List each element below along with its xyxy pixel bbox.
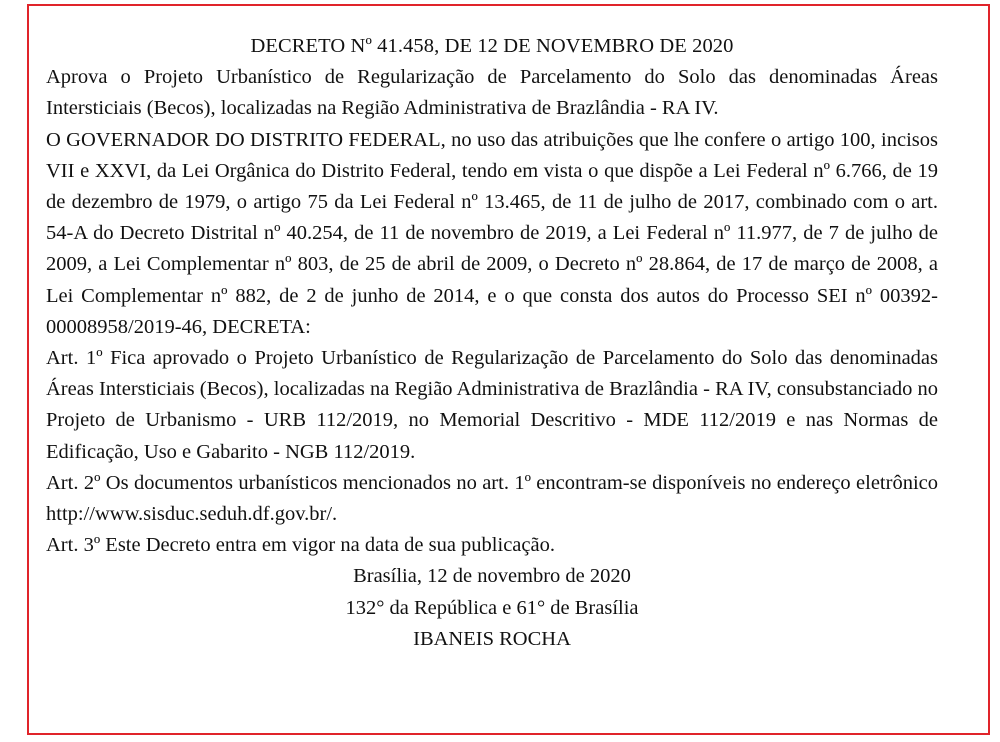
era-line: 132° da República e 61° de Brasília <box>345 596 639 619</box>
decree-title: DECRETO Nº 41.458, DE 12 DE NOVEMBRO DE 2020 <box>250 35 734 57</box>
decree-preamble: O GOVERNADOR DO DISTRITO FEDERAL, no uso das atribuições que lhe confere o artigo 100, incisos VII e XXVI, da Lei Orgânica do Distrito Federal, tendo em vista o que dispõe a Lei Federal nº 6.766, de 19 de dezembro de 1979, o artigo 75 da Lei Federal nº 13.465, de 11 de julho de 2017, combinado com o art. 54-A do Decreto Distrital nº 40.254, de 11 de novembro de 2019, a Lei Federal nº 11.977, de 7 de julho de 2009, a Lei Complementar nº 803, de 25 de abril de 2009, o Decreto nº 28.864, de 17 de março de 2008, a Lei Complementar nº 882, de 2 de junho de 2014, e o que consta dos autos do Processo SEI nº 00392-00008958/2019-46, DECRETA: <box>46 128 938 338</box>
article-2: Art. 2º Os documentos urbanísticos mencionados no art. 1º encontram-se disponíveis no endereço eletrônico http://www.sisduc.seduh.df.gov.br/. <box>46 471 938 526</box>
article-3: Art. 3º Este Decreto entra em vigor na data de sua publicação. <box>46 534 555 557</box>
signatory: IBANEIS ROCHA <box>413 627 571 650</box>
decree-document <box>46 31 938 655</box>
decree-summary: Aprova o Projeto Urbanístico de Regularização de Parcelamento do Solo das denominadas Áreas Intersticiais (Becos), localizadas na Região Administrativa de Brazlândia - RA IV. <box>46 66 938 120</box>
place-date: Brasília, 12 de novembro de 2020 <box>353 565 631 588</box>
article-1: Art. 1º Fica aprovado o Projeto Urbanístico de Regularização de Parcelamento do Solo das denominadas Áreas Intersticiais (Becos), localizadas na Região Administrativa de Brazlândia - RA IV, consubstanciado no Projeto de Urbanismo - URB 112/2019, no Memorial Descritivo - MDE 112/2019 e nas Normas de Edificação, Uso e Gabarito - NGB 112/2019. <box>46 347 938 463</box>
